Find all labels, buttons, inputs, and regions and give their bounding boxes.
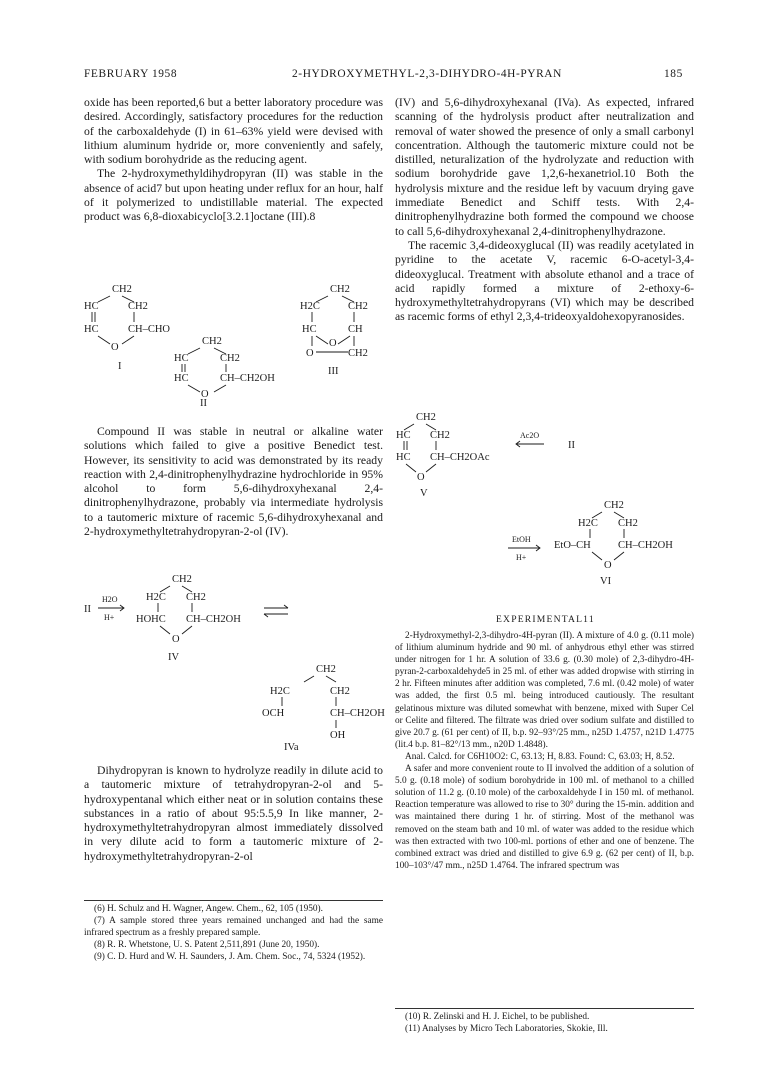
left-text-middle xyxy=(84,425,383,539)
footnote-rule-right xyxy=(395,1008,694,1009)
svg-text:CH–CH2OH: CH–CH2OH xyxy=(330,708,385,719)
svg-text:CH: CH xyxy=(348,324,363,335)
svg-text:IVa: IVa xyxy=(284,742,299,753)
svg-text:CH2: CH2 xyxy=(330,284,350,295)
svg-text:O: O xyxy=(201,389,209,400)
structure-vi xyxy=(554,500,673,587)
svg-text:O: O xyxy=(604,560,612,571)
svg-text:CH2: CH2 xyxy=(186,592,206,603)
svg-text:II: II xyxy=(84,604,91,615)
svg-text:CH2: CH2 xyxy=(348,348,368,359)
svg-text:OH: OH xyxy=(330,730,346,741)
svg-text:HC: HC xyxy=(396,452,411,463)
svg-text:HC: HC xyxy=(302,324,317,335)
footnote-rule-left xyxy=(84,900,383,901)
structure-i xyxy=(84,284,170,372)
structure-iva xyxy=(262,664,385,753)
footnote-10: (10) R. Zelinski and H. J. Eichel, to be published. xyxy=(405,1012,590,1022)
right-paragraph-1: (IV) and 5,6-dihydroxyhexanal (IVa). As expected, infrared scanning of the hydrolysis product after neutralization and removal of water showed the presence of only a small carbonyl concentration. Although the tautomeric mixture could not be distilled, neturalization of the hydrolyzate and reduction with sodium borohydride gave 1,2,6-hexanetriol.10 Both the hydrolysis mixture and the residue left by vacuum drying gave immediate Benedict and Schiff tests. With 2,4-dinitrophenylhydrazine both formed the compound we choose to call 5,6-dihydroxyhexanal 2,4-dinitrophenylhydrazone. xyxy=(395,96,694,238)
structures-v-vi xyxy=(396,410,696,590)
svg-text:HC: HC xyxy=(396,430,411,441)
svg-text:HC: HC xyxy=(174,353,189,364)
experimental-paragraph-3: A safer and more convenient route to II involved the addition of a solution of 5.0 g. (0.18 mole) of sodium borohydride in 100 ml. of methanol to a chilled solution of 11.2 g. (0.10 mole) of the carboxaldehyde I in 150 ml. of methanol. Reaction temperature was allowed to rise to 30° during the 15-min. addition and was maintained there during 1 hr. of stirring. Most of the methanol was removed on the steam bath and 10 ml. of water was added to the residue which was then extracted with two 100-ml. portions of ether and one of benzene. The combined extract was dried and distilled to give 6.9 g. (62 per cent) of II, b.p. 100–103°/47 mm., n25D 1.4764. The infrared spectrum was xyxy=(395,764,694,871)
svg-text:III: III xyxy=(328,366,339,377)
footnote-11: (11) Analyses by Micro Tech Laboratories, Skokie, Ill. xyxy=(405,1024,608,1035)
structure-ii xyxy=(174,336,275,400)
left-paragraph-3: Compound II was stable in neutral or alkaline water solutions which failed to give a positive Benedict test. However, its sensitivity to acid was demonstrated by its ready reaction with 2,4-dinitrophenylhydrazine hydrochloride in 95% alcohol to form 5,6-dihydroxyhexanal 2,4-dinitrophenylhydrazone, probably via intermediate hydrolysis to a tautomeric mixture of racemic 5,6-dihydroxyhexanal and 2-hydroxymethyltetrahydropyran-2-ol (IV). xyxy=(84,425,383,539)
footnotes-right xyxy=(395,1011,694,1035)
structure-iv xyxy=(136,574,241,663)
right-paragraph-2: The racemic 3,4-dideoxyglucal (II) was readily acetylated in pyridine to the acetate V, racemic 6-O-acetyl-3,4-dideoxyglucal. Treatment with absolute ethanol and a trace of acid rapidly formed a mixture of 2-ethoxy-6-hydroxymethyltetrahydropyrans (VI) which may be described as racemic forms of ethyl 2,3,4-trideoxyaldohexopyranosides. xyxy=(395,238,694,324)
svg-text:H2O: H2O xyxy=(102,595,118,604)
svg-text:VI: VI xyxy=(600,576,612,587)
svg-text:CH–CH2OH: CH–CH2OH xyxy=(220,373,275,384)
svg-text:CH2: CH2 xyxy=(330,686,350,697)
svg-text:H+: H+ xyxy=(104,613,115,622)
svg-text:O: O xyxy=(306,348,314,359)
svg-text:OCH: OCH xyxy=(262,708,285,719)
svg-text:HOHC: HOHC xyxy=(136,614,166,625)
svg-text:CH2: CH2 xyxy=(112,284,132,295)
svg-text:O: O xyxy=(172,634,180,645)
running-date: FEBRUARY 1958 xyxy=(84,68,178,80)
svg-text:EtO–CH: EtO–CH xyxy=(554,540,591,551)
svg-text:CH2: CH2 xyxy=(618,518,638,529)
experimental-paragraph-2: Anal. Calcd. for C6H10O2: C, 63.13; H, 8.83. Found: C, 63.03; H, 8.52. xyxy=(405,751,675,762)
svg-text:CH2: CH2 xyxy=(348,301,368,312)
left-text-bottom xyxy=(84,764,383,864)
svg-text:HC: HC xyxy=(174,373,189,384)
svg-text:CH2: CH2 xyxy=(430,430,450,441)
footnotes-left xyxy=(84,903,383,963)
svg-text:CH2: CH2 xyxy=(604,500,624,511)
svg-text:H2C: H2C xyxy=(300,301,320,312)
svg-text:HC: HC xyxy=(84,324,99,335)
svg-text:CH2: CH2 xyxy=(416,412,436,423)
svg-text:I: I xyxy=(118,361,122,372)
svg-text:H2C: H2C xyxy=(146,592,166,603)
svg-text:CH2: CH2 xyxy=(220,353,240,364)
footnote-9: (9) C. D. Hurd and W. H. Saunders, J. Am. Chem. Soc., 74, 5324 (1952). xyxy=(94,952,366,963)
right-text-top xyxy=(395,96,694,325)
svg-text:H2C: H2C xyxy=(578,518,598,529)
svg-text:O: O xyxy=(417,472,425,483)
running-title: 2-HYDROXYMETHYL-2,3-DIHYDRO-4H-PYRAN xyxy=(292,68,562,80)
svg-text:CH2: CH2 xyxy=(316,664,336,675)
left-paragraph-1: oxide has been reported,6 but a better laboratory procedure was desired. Accordingly, satisfactory procedures for the reduction of the carboxaldehyde (I) in 61–63% yield were devised with lithium aluminum hydride or, more conveniently and safely, with sodium borohydride as the reducing agent. xyxy=(84,96,383,167)
svg-text:CH2: CH2 xyxy=(172,574,192,585)
svg-text:CH–CHO: CH–CHO xyxy=(128,324,171,335)
svg-text:CH2: CH2 xyxy=(128,301,148,312)
experimental-paragraph-1: 2-Hydroxymethyl-2,3-dihydro-4H-pyran (II). A mixture of 4.0 g. (0.11 mole) of lithium aluminum hydride and 90 ml. of anhydrous ethyl ether was stirred under nitrogen for 1 hr. A solution of 33.6 g. (0.30 mole) of 2,3-dihydro-4H-pyran-2-carboxaldehyde5 in 25 ml. of ether was added dropwise with stirring in 2 hr. Fifteen minutes after addition was completed, 7.6 ml. (0.42 mole) of water was added, the first 0.5 ml. being introduced cautiously. The resultant gelatinous mixture was diluted somewhat with benzene, mixed with Super Cel or Celite and filtered. The filtrate was dried over sodium sulfate and distilled to give 20.7 g. (61 per cent) of II, b.p. 92–93°/25 mm., n25D 1.4757, n21D 1.4775 (lit.4 b.p. 81–82°/13 mm., n20D 1.4848). xyxy=(395,631,694,750)
footnote-8: (8) R. R. Whetstone, U. S. Patent 2,511,891 (June 20, 1950). xyxy=(94,940,320,951)
svg-text:HC: HC xyxy=(84,301,99,312)
left-paragraph-2: The 2-hydroxymethyldihydropyran (II) was stable in the absence of acid7 but upon heating under reflux for an hour, half of it polymerized to undistillable material. The expected product was 6,8-dioxabicyclo[3.2.1]octane (III).8 xyxy=(84,167,383,224)
structure-v xyxy=(396,412,490,499)
page-number: 185 xyxy=(664,68,683,80)
svg-text:EtOH: EtOH xyxy=(512,535,531,544)
svg-text:O: O xyxy=(111,342,119,353)
svg-text:H+: H+ xyxy=(516,553,527,562)
section-heading-experimental: EXPERIMENTAL11 xyxy=(496,614,595,625)
svg-text:V: V xyxy=(420,488,428,499)
structure-ii-label: II xyxy=(200,398,207,409)
structures-iv-iva xyxy=(84,572,384,752)
svg-text:CH2: CH2 xyxy=(202,336,222,347)
experimental-text xyxy=(395,630,694,872)
svg-text:CH–CH2OH: CH–CH2OH xyxy=(186,614,241,625)
svg-text:Ac2O: Ac2O xyxy=(520,431,540,440)
footnote-6: (6) H. Schulz and H. Wagner, Angew. Chem., 62, 105 (1950). xyxy=(94,904,323,914)
svg-text:II: II xyxy=(568,440,575,451)
svg-text:O: O xyxy=(329,338,337,349)
svg-text:H2C: H2C xyxy=(270,686,290,697)
svg-text:IV: IV xyxy=(168,652,180,663)
svg-text:CH–CH2OH: CH–CH2OH xyxy=(618,540,673,551)
svg-text:CH–CH2OAc: CH–CH2OAc xyxy=(430,452,490,463)
structure-iii xyxy=(300,284,368,377)
footnote-7: (7) A sample stored three years remained unchanged and had the same infrared spectrum as a freshly prepared sample. xyxy=(84,916,383,939)
left-text-top xyxy=(84,96,383,225)
structures-i-ii-iii xyxy=(84,282,384,402)
left-paragraph-4: Dihydropyran is known to hydrolyze readily in dilute acid to a tautomeric mixture of tetrahydropyran-2-ol and 5-hydroxypentanal which either neat or in solution contains these substances in a ratio of about 95:5.5,9 In like manner, 2-hydroxymethyltetrahydropyran almost immediately dissolved in very dilute acid to form a tautomeric mixture of 2-hydroxymethyltetrahydropyran-2-ol xyxy=(84,764,383,863)
